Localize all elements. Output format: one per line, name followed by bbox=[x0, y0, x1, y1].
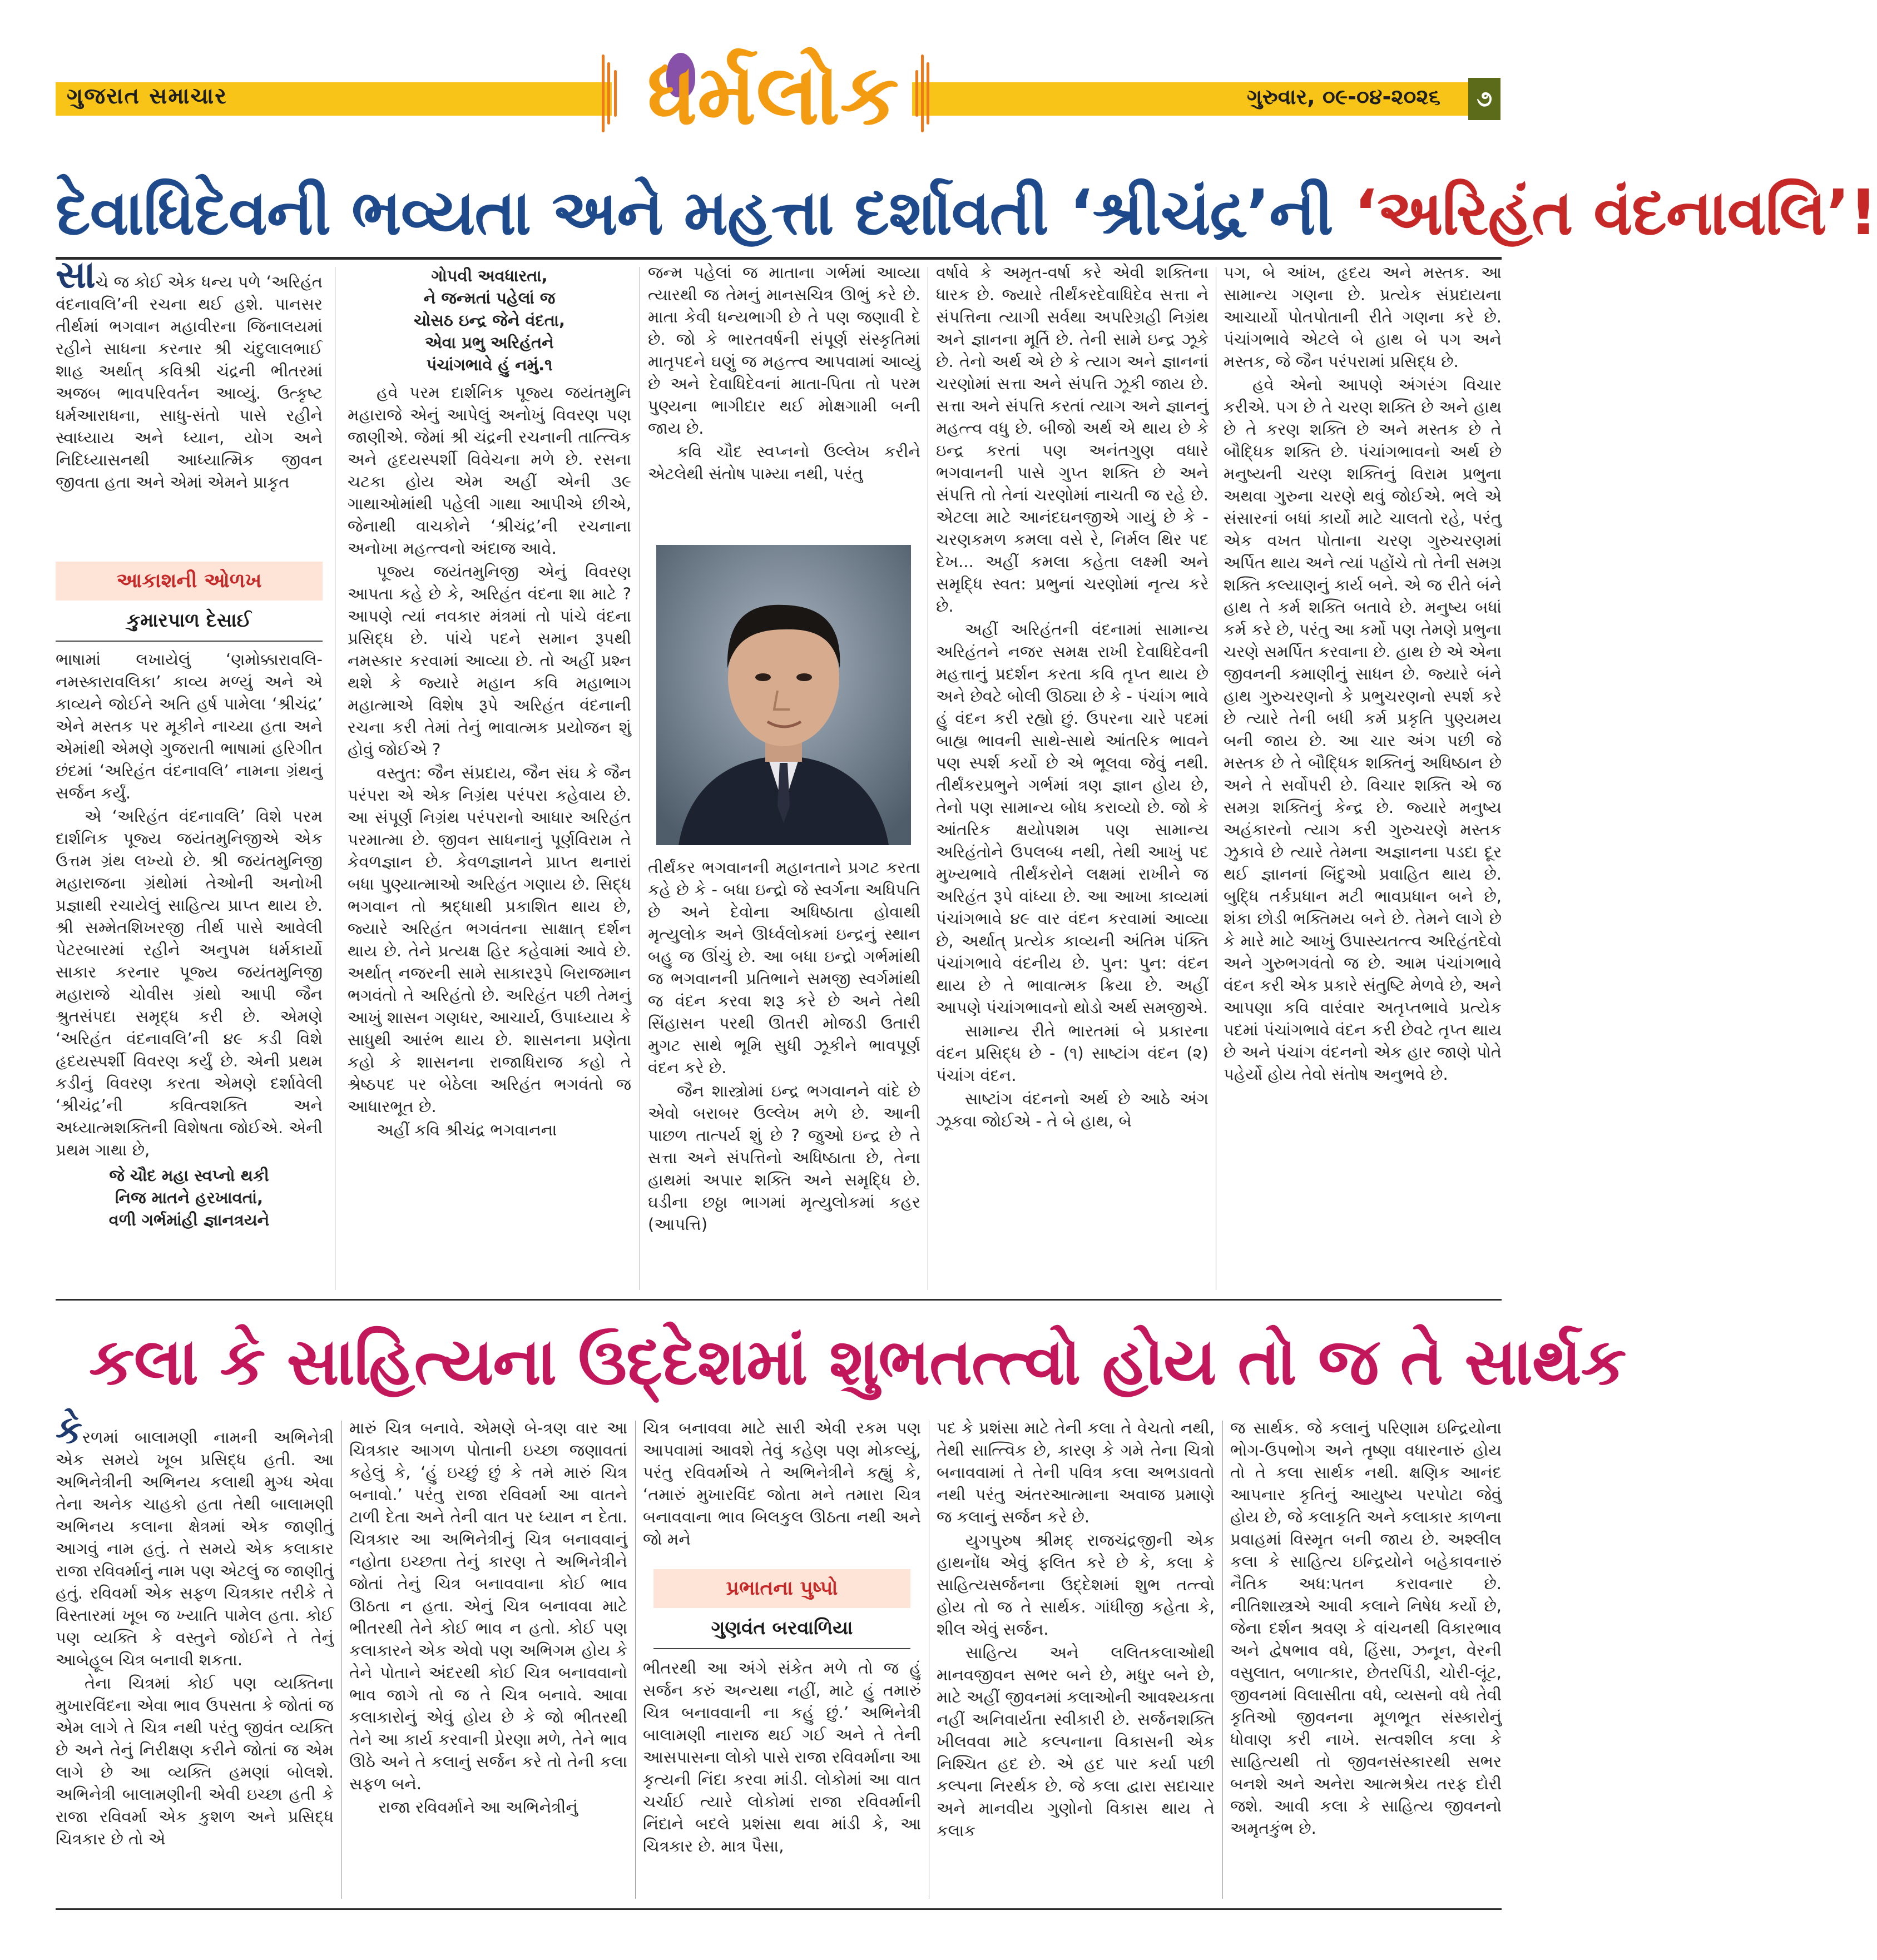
section-logo: ધર્મલોક bbox=[647, 46, 899, 143]
paragraph: ચે જ કોઈ એક ધન્ય પળે ‘અરિહંત વંદનાવલિ’ની રચના થઈ હશે. પાનસર તીર્થમાં ભગવાન મહાવીરના જિનાલયમાં રહીને સાધના કરનાર શ્રી ચંદુલાલભાઈ શાહ અર્થાત્ કવિશ્રી ચંદ્રની ભીતરમાં અજબ ભાવપરિવર્તન આવ્યું. ઉત્કૃષ્ટ ધર્મઆરાધના, સાધુ-સંતો પાસે રહીને સ્વાધ્યાય અને ધ્યાન, યોગ અને નિદિધ્યાસનથી આધ્યાત્મિક જીવન જીવતા હતા અને એમાં એમને પ્રાકૃત bbox=[56, 272, 323, 492]
article2-col1 bbox=[56, 1408, 334, 1901]
ornament-left-icon-2 bbox=[612, 54, 622, 132]
portrait-icon bbox=[656, 545, 911, 845]
section-divider bbox=[56, 1299, 1502, 1301]
article1-col3-top bbox=[648, 261, 920, 534]
verse-line: નિજ માતને હરખાવતાં, bbox=[115, 1188, 264, 1207]
verse-line: એવા પ્રભુ અરિહંતને bbox=[425, 333, 554, 352]
paragraph: હવે પરમ દાર્શનિક પૂજ્ય જયંતમુનિ મહારાજે એનું આપેલું અનોખું વિવરણ પણ જાણીએ. જેમાં શ્રી ચંદ્રની રચનાની તાત્ત્વિક અને હૃદયસ્પર્શી વિવેચના મળે છે. રસના ચટકા હોય એમ અહીં એની ૩૯ ગાથાઓમાંથી પહેલી ગાથા આપીએ છીએ, જેનાથી વાચકોને ‘શ્રીચંદ્ર’ની રચનાના અનોખા મહત્ત્વનો અંદાજ આવે. bbox=[348, 383, 631, 558]
verse-line: વળી ગર્ભમાંહી જ્ઞાનત્રયને bbox=[108, 1210, 270, 1229]
article1-col1-top bbox=[56, 253, 323, 550]
paragraph: વસ્તુત: જૈન સંપ્રદાય, જૈન સંઘ કે જૈન પરંપરા એ એક નિગ્રંથ પરંપરા કહેવાય છે. આ સંપૂર્ણ નિગ્રંથ પરંપરાનો આધાર અરિહંત પરમાત્મા છે. જીવન સાધનાનું પૂર્ણવિરામ તે કેવળજ્ઞાન છે. કેવળજ્ઞાનને પ્રાપ્ત થનારાં બધા પુણ્યાત્માઓ અરિહંત ગણાય છે. સિદ્ધ ભગવાન તો શ્રદ્ધાથી પ્રકાશિત થાય છે, જ્યારે અરિહંત ભગવંતના સાક્ષાત્ દર્શન થાય છે. તેને પ્રત્યક્ષ હિર કહેવામાં આવે છે. અર્થાત્ નજરની સામે સાકારરૂપે બિરાજમાન ભગવંતો તે અરિહંતો છે. અરિહંત પછી તેમનું આખું શાસન ગણધર, આચાર્ય, ઉપાધ્યાય કે સાધુથી આરંભ થાય છે. શાસનના પ્રણેતા કહો કે શાસનના રાજાધિરાજ કહો તે શ્રેષ્ઠપદ પર બેઠેલા અરિહંત ભગવંતો જ આધારભૂત છે. bbox=[348, 763, 631, 1116]
paragraph: ચિત્ર બનાવવા માટે સારી એવી રકમ પણ આપવામાં આવશે તેવું કહેણ પણ મોકલ્યું, પરંતુ રવિવર્માએ તે અભિનેત્રીને કહ્યું કે, ‘તમારું મુખારવિંદ જોતા મને તમારા ચિત્ર બનાવવાના ભાવ બિલકુલ ઊઠતા નથી અને જો મને bbox=[643, 1418, 921, 1549]
article1-col2 bbox=[348, 261, 631, 1290]
verse-line: પંચાંગભાવે હું નમું.૧ bbox=[426, 355, 553, 374]
column-separator bbox=[341, 1421, 342, 1899]
article2-headline: કલા કે સાહિત્યના ઉદ્દેશમાં શુભતત્ત્વો હોય તો જ તે સાર્થક bbox=[89, 1324, 1626, 1400]
article1-headline bbox=[56, 171, 1877, 255]
byline-rule bbox=[56, 641, 323, 642]
article1-col4 bbox=[936, 261, 1209, 1290]
headline-rule bbox=[56, 257, 1502, 260]
page-number: ૭ bbox=[1468, 78, 1500, 120]
article2-col3-top bbox=[643, 1417, 921, 1556]
article1-headline-part1: દેવાધિદેવની ભવ્યતા અને મહત્તા દર્શાવતી ‘શ્રીચંદ્ર’ની bbox=[56, 177, 1354, 249]
verse-block-2 bbox=[348, 265, 631, 376]
article1-col1-bottom bbox=[56, 648, 323, 1290]
paragraph: રાજા રવિવર્માને આ અભિનેત્રીનું bbox=[378, 1798, 578, 1817]
author-photo bbox=[656, 545, 911, 845]
author-byline-2: ગુણવંત બરવાળિયા bbox=[711, 1617, 853, 1639]
paragraph: જ સાર્થક. જે કલાનું પરિણામ ઇન્દ્રિયોના ભોગ-ઉપભોગ અને તૃષ્ણા વધારનારું હોય તો તે કલા સાર્થક નથી. ક્ષણિક આનંદ આપનાર કૃતિનું આયુષ્ય પરપોટા જેવું હોય છે, જે કલાકૃતિ અને કલાકાર કાળના પ્રવાહમાં વિસ્મૃત બની જાય છે. અશ્લીલ કલા કે સાહિત્ય ઇન્દ્રિયોને બહેકાવનારું નૈતિક અધ:પતન કરાવનાર છે. નીતિશાસ્ત્રએ આવી કલાને નિષેધ કર્યો છે, જેના દર્શન શ્રવણ કે વાંચનથી વિકારભાવ અને દ્વેષભાવ વધે, હિંસા, ઝનૂન, વેરની વસુલાત, બળાત્કાર, છેતરપિંડી, ચોરી-લૂંટ, જીવનમાં વિલાસીતા વધે, વ્યસનો વધે તેવી કૃતિઓ જીવનના મૂળભૂત સંસ્કારોનું ધોવાણ કરી નાખે. સત્વશીલ કલા કે સાહિત્યથી તો જીવનસંસ્કારથી સભર બનશે અને અનેરા આત્મશ્રેય તરફ દોરી જશે. આવી કલા કે સાહિત્ય જીવનનો અમૃતકુંભ છે. bbox=[1230, 1418, 1502, 1838]
column-name-badge: આકાશની ઓળખ bbox=[56, 562, 323, 601]
paragraph: કવિ ચૌદ સ્વપ્નનો ઉલ્લેખ કરીને એટલેથી સંતોષ પામ્યા નથી, પરંતુ bbox=[648, 442, 920, 483]
paragraph: સામાન્ય રીતે ભારતમાં બે પ્રકારના વંદન પ્રસિદ્ધ છે - (૧) સાષ્ટાંગ વંદન (૨) પંચાંગ વંદન. bbox=[936, 1021, 1209, 1085]
ornament-right-icon-2 bbox=[911, 54, 921, 132]
verse-line: ચોસઠ ઇન્દ્ર જેને વંદતા, bbox=[413, 311, 566, 330]
author-byline: કુમારપાળ દેસાઈ bbox=[127, 609, 251, 632]
paragraph: પૂજ્ય જયંતમુનિજી એનું વિવરણ આપતા કહે છે કે, અરિહંત વંદના શા માટે ? આપણે ત્યાં નવકાર મંત્રમાં તો પાંચે વંદના પ્રસિદ્ધ છે. પાંચે પદને સમાન રૂપથી નમસ્કાર કરવામાં આવ્યા છે. તો અહીં પ્રશ્ન થશે કે જ્યારે મહાન કવિ મહાભાગ મહાત્માએ વિશેષ રૂપે અરિહંત વંદનાની રચના કરી તેમાં તેનું ભાવાત્મક પ્રયોજન શું હોવું જોઈએ ? bbox=[348, 562, 631, 759]
paragraph: તીર્થંકર ભગવાનની મહાનતાને પ્રગટ કરતા કહે છે કે - બધા ઇન્દ્રો જે સ્વર્ગના અધિપતિ છે અને દેવોના અધિષ્ઠાતા હોવાથી મૃત્યુલોક અને ઊર્ધ્વલોકમાં ઇન્દ્રનું સ્થાન બહુ જ ઊંચું છે. આ બધા ઇન્દ્રો ગર્ભમાંથી જ ભગવાનની પ્રતિભાને સમજી સ્વર્ગમાંથી જ વંદન કરવા શરૂ કરે છે અને તેથી સિંહાસન પરથી ઊતરી મોજડી ઉતારી મુગટ સાથે ભૂમિ સુધી ઝૂકીને ભાવપૂર્ણ વંદન કરે છે. bbox=[648, 858, 920, 1077]
paragraph: ભાષામાં લખાયેલું ‘ણમોક્કારાવલિ-નમસ્કારાવલિકા’ કાવ્ય મળ્યું અને એ કાવ્યને જોઈને અતિ હર્ષ પામેલા ‘શ્રીચંદ્ર’ એને મસ્તક પર મૂકીને નાચ્યા હતા અને એમાંથી એમણે ગુજરાતી ભાષામાં હરિગીત છંદમાં ‘અરિહંત વંદનાવલિ’ નામના ગ્રંથનું સર્જન કર્યું. bbox=[56, 650, 323, 802]
newspaper-name: ગુજરાત સમાચાર bbox=[67, 83, 227, 109]
column-separator bbox=[1222, 1421, 1223, 1899]
paragraph: સાહિત્ય અને લલિતકલાઓથી માનવજીવન સભર બને છે, મધુર બને છે, માટે અહીં જીવનમાં કલાઓની આવશ્યકતા નહીં અનિવાર્યતા સ્વીકારી છે. સર્જનશક્તિ ખીલવવા માટે કલ્પનાના વિકાસની એક નિશ્ચિત હદ છે. એ હદ પાર કર્યા પછી કલ્પના નિરર્થક છે. જે કલા દ્વારા સદાચાર અને માનવીય ગુણોનો વિકાસ થાય તે કલાક bbox=[937, 1643, 1215, 1840]
verse-line: જે ચૌદ મહા સ્વપ્નો થકી bbox=[109, 1166, 269, 1185]
ornament-left-icon bbox=[602, 54, 612, 132]
article2-col2 bbox=[349, 1417, 627, 1901]
paragraph: એ ‘અરિહંત વંદનાવલિ’ વિશે પરમ દાર્શનિક પૂજ્ય જયંતમુનિજીએ એક ઉત્તમ ગ્રંથ લખ્યો છે. શ્રી જયંતમુનિજી મહારાજના ગ્રંથોમાં તેઓની અનોખી પ્રજ્ઞાથી રચાયેલું સાહિત્ય પ્રાપ્ત થાય છે. શ્રી સમ્મેતશિખરજી તીર્થ પાસે આવેલી પેટરબારમાં રહીને અનુપમ ધર્મકાર્યો સાકાર કરનાર પૂજ્ય જયંતમુનિજી મહારાજે ચોવીસ ગ્રંથો આપી જૈન શ્રુતસંપદા સમૃદ્ધ કરી છે. એમણે ‘અરિહંત વંદનાવલિ’ની ૪૯ કડી વિશે હૃદયસ્પર્શી વિવરણ કર્યું છે. એની પ્રથમ કડીનું વિવરણ કરતા એમણે દર્શાવેલી ‘શ્રીચંદ્ર’ની કવિત્વશક્તિ અને અધ્યાત્મશક્તિની વિશેષતા જોઈએ. એની પ્રથમ ગાથા છે, bbox=[56, 807, 323, 1159]
article2-col5 bbox=[1230, 1417, 1502, 1901]
paragraph: જૈન શાસ્ત્રોમાં ઇન્દ્ર ભગવાનને વાંદે છે એવો બરાબર ઉલ્લેખ મળે છે. આની પાછળ તાત્પર્ય શું છે ? જુઓ ઇન્દ્ર છે તે સત્તા અને સંપત્તિનો અધિષ્ઠાતા છે, તેના હાથમાં અપાર શક્તિ અને સમૃદ્ધિ છે. ઘડીના છઠ્ઠા ભાગમાં મૃત્યુલોકમાં કહર (આપત્તિ) bbox=[648, 1081, 920, 1234]
verse-line: ગોપવી અવધારતા, bbox=[431, 266, 548, 285]
footer-rule bbox=[56, 1908, 1502, 1910]
article2-col3-bottom bbox=[643, 1657, 921, 1901]
paragraph: હવે એનો આપણે અંગરંગ વિચાર કરીએ. પગ છે તે ચરણ શક્તિ છે અને હાથ છે તે કરણ શક્તિ છે અને મસ્તક છે તે બૌદ્ધિક શક્તિ છે. પંચાંગભાવનો અર્થ છે મનુષ્યની ચરણ શક્તિનું વિરામ પ્રભુના અથવા ગુરુના ચરણે થવું જોઈએ. ભલે એ સંસારનાં બધાં કાર્યો માટે ચાલતો રહે, પરંતુ એક વખત પોતાના ચરણ ગુરુચરણમાં અર્પિત થાય અને ત્યાં પહોંચે તો તેની સમગ્ર શક્તિ કલ્યાણનું કાર્ય બને. એ જ રીતે બંને હાથ તે કર્મ શક્તિ બતાવે છે. મનુષ્ય બધાં કર્મ કરે છે, પરંતુ આ કર્મો પણ તેમણે પ્રભુના ચરણે સમર્પિત કરવાના છે. હાથ છે એ એના જીવનની કમાણીનું સાધન છે. જ્યારે બંને હાથ ગુરુચરણનો કે પ્રભુચરણનો સ્પર્શ કરે છે ત્યારે તેની બધી કર્મ પ્રકૃતિ પુણ્યમય બની જાય છે. આ ચાર અંગ પછી જે મસ્તક છે તે બૌદ્ધિક શક્તિનું અધિષ્ઠાન છે અને તે સર્વોપરી છે. વિચાર શક્તિ એ જ સમગ્ર શક્તિનું કેન્દ્ર છે. જ્યારે મનુષ્ય અહંકારનો ત્યાગ કરી ગુરુચરણે મસ્તક ઝુકાવે છે ત્યારે તેમના અજ્ઞાનના પડદા દૂર થઈ જ્ઞાનનાં બિંદુઓ પ્રવાહિત થાય છે. બુદ્ધિ તર્કપ્રધાન મટી ભાવપ્રધાન બને છે, શંકા છોડી ભક્તિમય બને છે. તેમને લાગે છે કે મારે માટે આખું ઉપાસ્યતત્ત્વ અરિહંતદેવો અને ગુરુભગવંતો જ છે. આમ પંચાંગભાવે વંદન કરી એક પ્રકારે સંતુષ્ટિ મેળવે છે, અને આપણા કવિ વારંવાર અતૃપ્તભાવે પ્રત્યેક પદમાં પંચાંગભાવે વંદન કરી છેવટે તૃપ્ત થાય છે અને પંચાંગ વંદનનો એક હાર જાણે પોતે પહેર્યો હોય તેવો સંતોષ અનુભવે છે. bbox=[1224, 375, 1502, 1084]
ornament-right-icon bbox=[921, 54, 931, 132]
paragraph: સાષ્ટાંગ વંદનનો અર્થ છે આઠે અંગ ઝૂકવા જોઈએ - તે બે હાથ, બે bbox=[936, 1089, 1209, 1130]
paragraph: રળમાં બાલામણી નામની અભિનેત્રી એક સમયે ખૂબ પ્રસિદ્ધ હતી. આ અભિનેત્રીની અભિનય કલાથી મુગ્ધ એવા તેના અનેક ચાહકો હતા તેથી બાલામણી અભિનય કલાના ક્ષેત્રમાં એક જાણીતું આગવું નામ હતું. તે સમયે એક કલાકાર રાજા રવિવર્માનું નામ પણ એટલું જ જાણીતું હતું. રવિવર્મા એક સફળ ચિત્રકાર તરીકે તે વિસ્તારમાં ખૂબ જ ખ્યાતિ પામેલ હતા. કોઈ પણ વ્યક્તિ કે વસ્તુને જોઈને તે તેનું આબેહૂબ ચિત્ર બનાવી શકતા. bbox=[56, 1428, 334, 1669]
article1-col5 bbox=[1224, 261, 1502, 1290]
paragraph: પદ કે પ્રશંસા માટે તેની કલા તે વેચતો નથી, તેથી સાત્ત્વિક છે, કારણ કે ગમે તેના ચિત્રો બનાવવામાં તે તેની પવિત્ર કલા અભડાવતો નથી પરંતુ અંતરઆત્માના અવાજ પ્રમાણે જ કલાનું સર્જન કરે છે. bbox=[937, 1418, 1215, 1526]
article1-headline-part2: ‘અરિહંત વંદનાવલિ’! bbox=[1354, 177, 1877, 249]
publication-date: ગુરુવાર, ૦૯-૦૪-૨૦૨૬ bbox=[1246, 85, 1440, 109]
dropcap: કે bbox=[56, 1408, 83, 1452]
byline-rule-2 bbox=[653, 1648, 910, 1649]
column-name-badge-2: પ્રભાતના પુષ્પો bbox=[653, 1569, 910, 1608]
paragraph: યુગપુરુષ શ્રીમદ્ રાજચંદ્રજીની એક હાથનોંધ એવું ફલિત કરે છે કે, કલા કે સાહિત્યસર્જનના ઉદ્દેશમાં શુભ તત્ત્વો હોય તો જ તે સાર્થક. ગાંધીજી કહેતા કે, શીલ એવું સર્જન. bbox=[937, 1531, 1215, 1639]
paragraph: પગ, બે આંખ, હૃદય અને મસ્તક. આ સામાન્ય ગણના છે. પ્રત્યેક સંપ્રદાયના આચાર્યો પોતપોતાની રીતે ગણના કરે છે. પંચાંગભાવે એટલે બે હાથ બે પગ અને મસ્તક, જે જૈન પરંપરામાં પ્રસિદ્ધ છે. bbox=[1224, 263, 1502, 371]
paragraph: જન્મ પહેલાં જ માતાના ગર્ભમાં આવ્યા ત્યારથી જ તેમનું માનસચિત્ર ઊભું કરે છે. માતા કેવી ધન્યભાગી છે તે પણ જણાવી દે છે. જો કે ભારતવર્ષની સંપૂર્ણ સંસ્કૃતિમાં માતૃપદને ઘણું જ મહત્ત્વ આપવામાં આવ્યું છે અને દેવાધિદેવનાં માતા-પિતા તો પરમ પુણ્યના ભાગીદાર થઈ મોક્ષગામી બની જાય છે. bbox=[648, 263, 920, 438]
paragraph: અહીં અરિહંતની વંદનામાં સામાન્ય અરિહંતને નજર સમક્ષ રાખી દેવાધિદેવની મહત્તાનું પ્રદર્શન કરતા કવિ તૃપ્ત થાય છે અને છેવટે બોલી ઊઠ્યા છે કે - પંચાંગ ભાવે હું વંદન કરી રહ્યો છું. ઉપરના ચારે પદમાં બાહ્ય ભાવની સાથે-સાથે આંતરિક ભાવને પણ સ્પર્શ કર્યો છે એ ભૂલવા જેવું નથી. તીર્થંકરપ્રભુને ગર્ભમાં ત્રણ જ્ઞાન હોય છે, તેનો પણ સામાન્ય બોધ કરાવ્યો છે. જો કે આંતરિક ક્ષયોપશમ પણ સામાન્ય અરિહંતોને ઉપલબ્ધ નથી, તેથી આખું પદ મુખ્યભાવે તીર્થંકરોને લક્ષમાં રાખીને જ અરિહંત રૂપે વાંધ્યા છે. આ આખા કાવ્યમાં પંચાંગભાવે ૪૯ વાર વંદન કરવામાં આવ્યા છે, અર્થાત્ પ્રત્યેક કાવ્યની અંતિમ પંક્તિ પંચાંગભાવે વંદનીય છે. પુન: પુન: વંદન થાય છે તે ભાવાત્મક ક્રિયા છે. અહીં આપણે પંચાંગભાવનો થોડો અર્થ સમજીએ. bbox=[936, 620, 1209, 1017]
article2-col4 bbox=[937, 1417, 1215, 1901]
column-separator bbox=[635, 1421, 636, 1899]
paragraph: તેના ચિત્રમાં કોઈ પણ વ્યક્તિના મુખારવિંદના એવા ભાવ ઉપસતા કે જોતાં જ એમ લાગે તે ચિત્ર નથી પરંતુ જીવંત વ્યક્તિ છે અને તેનું નિરીક્ષણ કરીને જોતાં જ એમ લાગે છે આ વ્યક્તિ હમણાં બોલશે. અભિનેત્રી બાલામણીની એવી ઇચ્છા હતી કે રાજા રવિવર્મા એક કુશળ અને પ્રસિદ્ધ ચિત્રકાર છે તો એ bbox=[56, 1674, 334, 1848]
paragraph: ભીતરથી આ અંગે સંકેત મળે તો જ હું સર્જન કરું અન્યથા નહીં, માટે હું તમારું ચિત્ર બનાવવાની ના કહું છું.’ અભિનેત્રી બાલામણી નારાજ થઈ ગઈ અને તે તેની આસપાસના લોકો પાસે રાજા રવિવર્માના આ કૃત્યની નિંદા કરવા માંડી. લોકોમાં આ વાત ચર્ચાઈ ત્યારે લોકોમાં રાજા રવિવર્માની નિંદાને બદલે પ્રશંસા થવા માંડી કે, આ ચિત્રકાર છે. માત્ર પૈસા, bbox=[643, 1659, 921, 1855]
verse-block-1 bbox=[56, 1164, 323, 1231]
verse-line: ને જન્મતાં પહેલાં જ bbox=[423, 289, 556, 307]
paragraph: વર્ષાવે કે અમૃત-વર્ષા કરે એવી શક્તિના ધારક છે. જ્યારે તીર્થંકરદેવાધિદેવ સત્તા ને સંપત્તિના ત્યાગી સર્વથા અપરિગ્રહી નિગ્રંથ અને જ્ઞાનના મૂર્તિ છે. તેની સામે ઇન્દ્ર ઝૂકે છે. તેનો અર્થ એ છે કે ત્યાગ અને જ્ઞાનનાં ચરણોમાં સત્તા અને સંપત્તિ ઝૂકી જાય છે. સત્તા અને સંપત્તિ કરતાં ત્યાગ અને જ્ઞાનનું મહત્ત્વ વધુ છે. બીજો અર્થ એ થાય છે કે ઇન્દ્ર કરતાં પણ અનંતગુણ વધારે ભગવાનની પાસે ગુપ્ત શક્તિ છે અને સંપત્તિ તો તેનાં ચરણોમાં નાચતી જ રહે છે. એટલા માટે આનંદઘનજીએ ગાયું છે કે - ચરણકમળ કમલા વસે રે, નિર્મલ થિર પદ દેખ... અહીં કમલા કહેતા લક્ષ્મી અને સમૃદ્ધિ સ્વત: પ્રભુનાં ચરણોમાં નૃત્ય કરે છે. bbox=[936, 263, 1209, 616]
paragraph: મારું ચિત્ર બનાવે. એમણે બે-ત્રણ વાર આ ચિત્રકાર આગળ પોતાની ઇચ્છા જણાવતાં કહેલું કે, ‘હું ઇચ્છું છું કે તમે મારું ચિત્ર બનાવો.’ પરંતુ રાજા રવિવર્મા આ વાતને ટાળી દેતા અને તેની વાત પર ધ્યાન ન દેતા. ચિત્રકાર આ અભિનેત્રીનું ચિત્ર બનાવવાનું નહોતા ઇચ્છતા તેનું કારણ તે અભિનેત્રીને જોતાં તેનું ચિત્ર બનાવવાના કોઈ ભાવ ઊઠતા ન હતા. એનું ચિત્ર બનાવવા માટે ભીતરથી તેને કોઈ ભાવ ન હતો. કોઈ પણ કલાકારને એક એવો પણ અભિગમ હોય કે તેને પોતાને અંદરથી કોઈ ચિત્ર બનાવવાનો ભાવ જાગે તો જ તે ચિત્ર બનાવે. આવા કલાકારોનું એવું હોય છે કે જો ભીતરથી તેને આ કાર્ય કરવાની પ્રેરણા મળે, તેને ભાવ ઊઠે અને તે કલાનું સર્જન કરે તો તેની કલા સફળ બને. bbox=[349, 1418, 627, 1793]
article1-col3-bottom bbox=[648, 856, 920, 1290]
dropcap: સા bbox=[56, 253, 96, 297]
paragraph: અહીં કવિ શ્રીચંદ્ર ભગવાનના bbox=[377, 1120, 557, 1139]
